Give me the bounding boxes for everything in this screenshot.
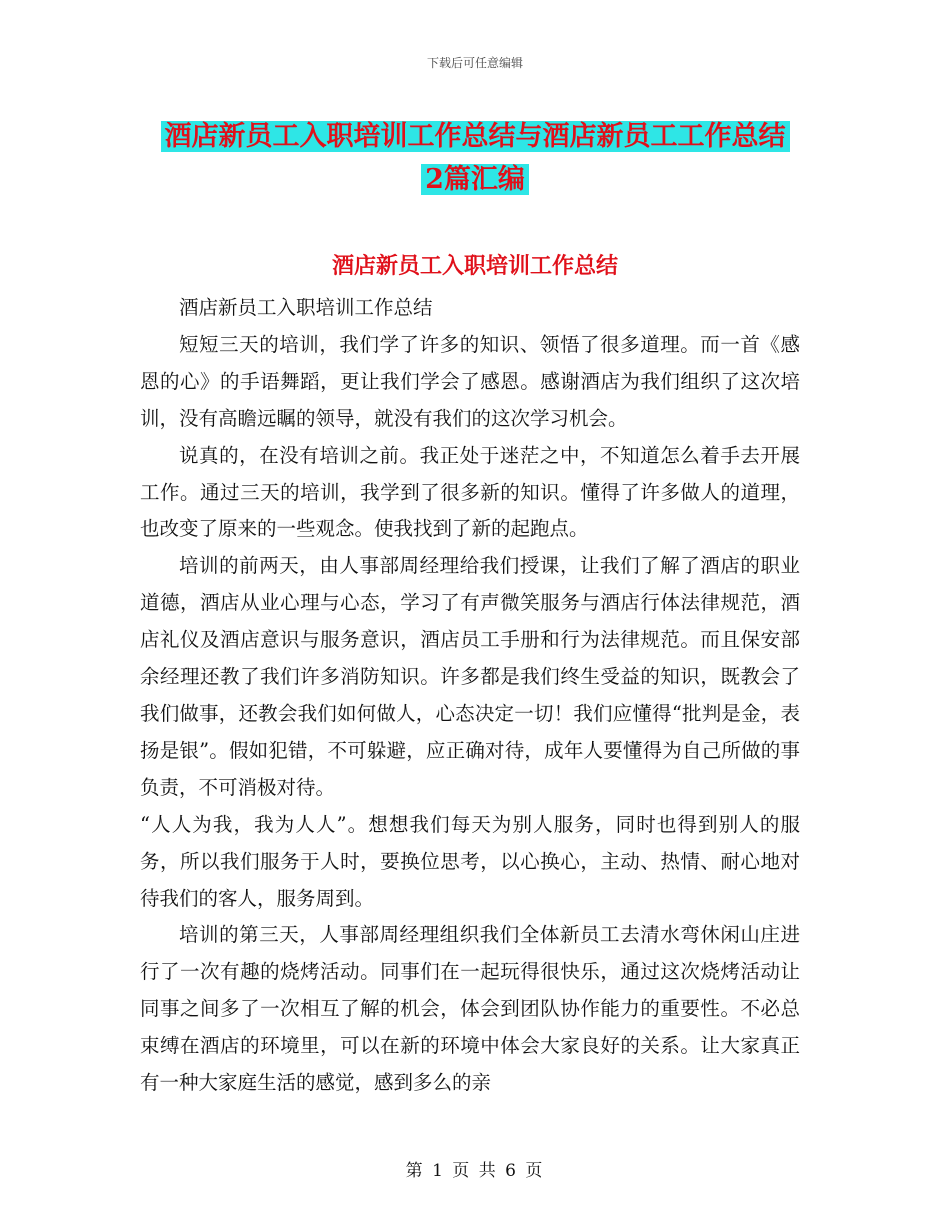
paragraph: 短短三天的培训，我们学了许多的知识、领悟了很多道理。而一首《感恩的心》的手语舞蹈，更让我们学会了感恩。感谢酒店为我们组织了这次培训，没有高瞻远瞩的领导，就没有我们的这次学习机会。 xyxy=(140,332,800,430)
paragraph: 说真的，在没有培训之前。我正处于迷茫之中，不知道怎么着手去开展工作。通过三天的培训，我学到了很多新的知识。懂得了许多做人的道理，也改变了原来的一些观念。使我找到了新的起跑点。 xyxy=(140,443,800,541)
title-highlight-2: 2篇汇编 xyxy=(421,164,529,195)
paragraph: 培训的第三天，人事部周经理组织我们全体新员工去清水弯休闲山庄进行了一次有趣的烧烤活动。同事们在一起玩得很快乐，通过这次烧烤活动让同事之间多了一次相互了解的机会，体会到团队协作能力的重要性。不必总束缚在酒店的环境里，可以在新的环境中体会大家良好的关系。让大家真正有一种大家庭生活的感觉，感到多么的亲 xyxy=(140,923,800,1095)
document-title-line-2 xyxy=(0,157,950,196)
paragraph: “人人为我，我为人人”。想想我们每天为别人服务，同时也得到别人的服务，所以我们服务于人时，要换位思考，以心换心，主动、热情、耐心地对待我们的客人，服务周到。 xyxy=(140,812,800,910)
paragraph: 培训的前两天，由人事部周经理给我们授课，让我们了解了酒店的职业道德，酒店从业心理与心态，学习了有声微笑服务与酒店行体法律规范，酒店礼仪及酒店意识与服务意识，酒店员工手册和行为法律规范。而且保安部余经理还教了我们许多消防知识。许多都是我们终生受益的知识，既教会了我们做事，还教会我们如何做人，心态决定一切！我们应懂得“批判是金，表扬是银”。假如犯错，不可躲避，应正确对待，成年人要懂得为自己所做的事负责，不可消极对待。 xyxy=(140,554,800,799)
title-highlight-1: 酒店新员工入职培训工作总结与酒店新员工工作总结 xyxy=(161,121,790,152)
document-body xyxy=(140,290,800,1102)
section-title: 酒店新员工入职培训工作总结 xyxy=(331,253,618,279)
document-title-line-1 xyxy=(0,114,950,153)
page-header: 下载后可任意编辑 xyxy=(426,56,523,70)
page-footer: 第 1 页 共 6 页 xyxy=(405,1161,545,1181)
paragraph-heading: 酒店新员工入职培训工作总结 xyxy=(179,296,433,319)
